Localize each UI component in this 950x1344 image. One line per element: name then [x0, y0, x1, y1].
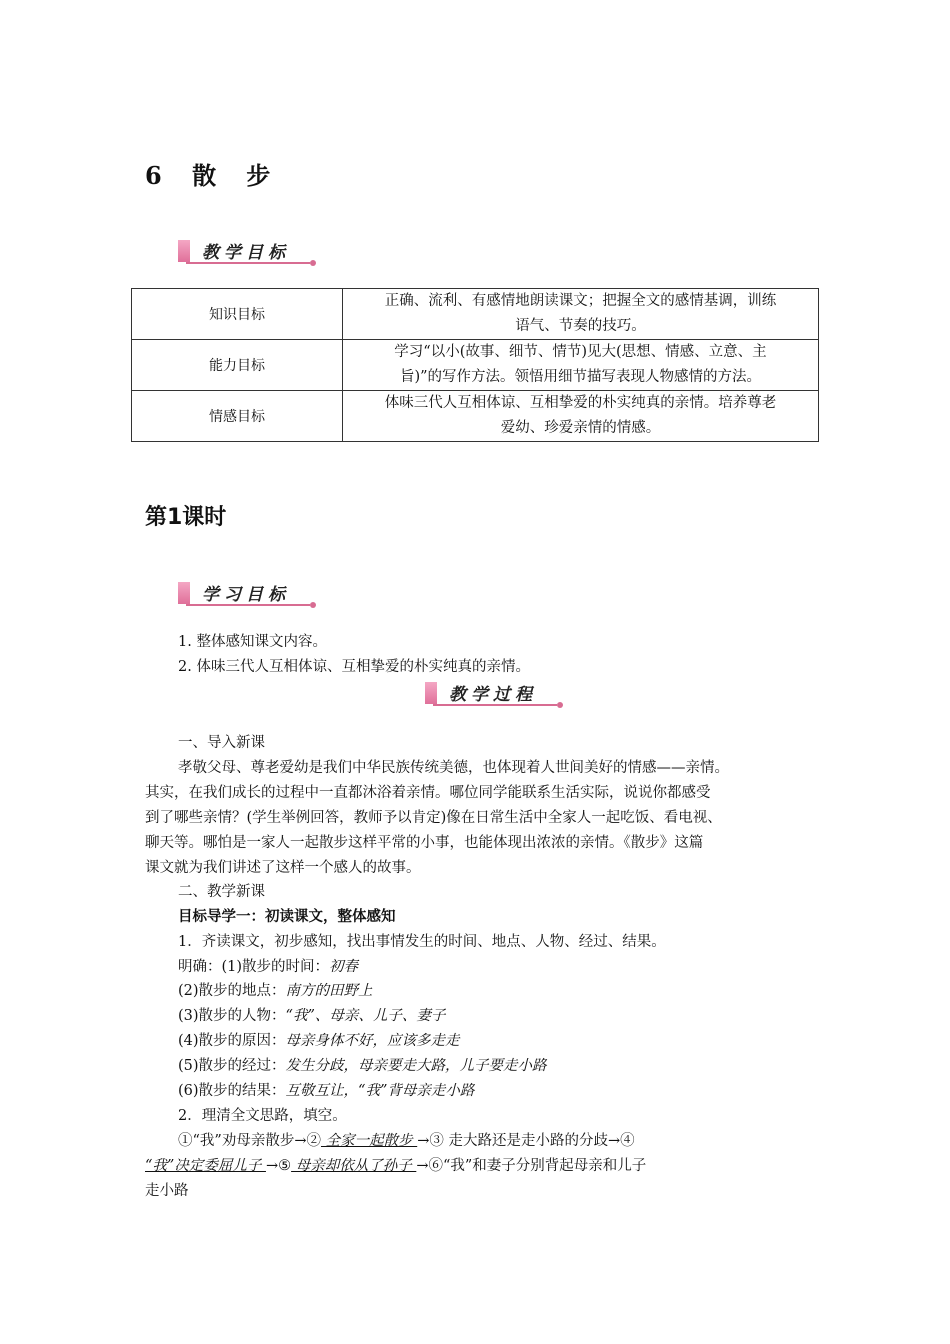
lesson-title	[145, 156, 270, 191]
goal-text: 学习“以小(故事、细节、情节)见大(思想、情感、立意、主 旨)”的写作方法。领悟用细节描写表现人物感情的方法。	[343, 340, 819, 391]
teaching-process-banner	[425, 678, 565, 712]
learning-goal-item: 2. 体味三代人互相体谅、互相挚爱的朴实纯真的亲情。	[178, 659, 530, 675]
paragraph-line: 课文就为我们讲述了这样一个感人的故事。	[145, 860, 421, 876]
flow-line: 走小路	[145, 1183, 189, 1199]
teaching-goals-banner	[178, 236, 318, 270]
goal-heading: 目标导学一：初读课文，整体感知	[178, 909, 396, 925]
answer-line: (4)散步的原因：母亲身体不好，应该多走走	[178, 1033, 460, 1049]
table-row	[132, 289, 819, 340]
banner-label: 教学过程	[449, 685, 537, 705]
goal-text: 正确、流利、有感情地朗读课文；把握全文的感情基调，训练 语气、节奏的技巧。	[343, 289, 819, 340]
goal-label: 能力目标	[132, 340, 343, 391]
answer-value: “我”、母亲、儿子、妻子	[285, 1008, 446, 1024]
fill-blank: 全家一起散步	[320, 1133, 418, 1149]
learning-goals-banner	[178, 578, 318, 612]
answer-line: (6)散步的结果：互敬互让，“我”背母亲走小路	[178, 1083, 475, 1099]
answer-line: (2)散步的地点：南方的田野上	[178, 983, 373, 999]
goal-label: 情感目标	[132, 391, 343, 442]
paragraph-line: 到了哪些亲情？(学生举例回答，教师予以肯定)像在日常生活中全家人一起吃饭、看电视、	[145, 810, 722, 826]
period-title: 第1课时	[145, 505, 227, 530]
flow-line: ①“我”劝母亲散步→② 全家一起散步 →③ 走大路还是走小路的分歧→④	[178, 1133, 635, 1149]
goals-table	[131, 288, 819, 442]
lesson-title-char: 散	[192, 161, 217, 190]
section-heading: 二、教学新课	[178, 884, 265, 900]
table-row	[132, 340, 819, 391]
table-row	[132, 391, 819, 442]
answer-value: 发生分歧，母亲要走大路，儿子要走小路	[285, 1058, 547, 1074]
answer-line: 明确：(1)散步的时间：初春	[178, 959, 359, 975]
answer-value: 互敬互让，“我”背母亲走小路	[285, 1083, 475, 1099]
answer-line: (5)散步的经过：发生分歧，母亲要走大路，儿子要走小路	[178, 1058, 547, 1074]
paragraph-line: 其实，在我们成长的过程中一直都沐浴着亲情。哪位同学能联系生活实际，说说你都感受	[145, 785, 711, 801]
lesson-number: 6	[145, 161, 162, 190]
learning-goal-item: 1. 整体感知课文内容。	[178, 634, 327, 650]
answer-line: (3)散步的人物：“我”、母亲、儿子、妻子	[178, 1008, 446, 1024]
banner-label: 教学目标	[202, 243, 290, 263]
section-heading: 一、导入新课	[178, 735, 265, 751]
banner-label: 学习目标	[202, 585, 290, 605]
answer-value: 母亲身体不好，应该多走走	[285, 1033, 460, 1049]
fill-blank: 母亲却依从了孙子	[291, 1158, 417, 1174]
goal-text: 体味三代人互相体谅、互相挚爱的朴实纯真的亲情。培养尊老 爱幼、珍爱亲情的情感。	[343, 391, 819, 442]
answer-value: 初春	[329, 959, 359, 975]
goal-label: 知识目标	[132, 289, 343, 340]
paragraph-line: 孝敬父母、尊老爱幼是我们中华民族传统美德，也体现着人世间美好的情感——亲情。	[178, 760, 729, 776]
task-line: 1．齐读课文，初步感知，找出事情发生的时间、地点、人物、经过、结果。	[178, 934, 666, 950]
flow-line: “我”决定委屈儿子 →⑤ 母亲却依从了孙子 →⑥“我”和妻子分别背起母亲和儿子	[145, 1158, 647, 1174]
paragraph-line: 聊天等。哪怕是一家人一起散步这样平常的小事，也能体现出浓浓的亲情。《散步》这篇	[145, 835, 704, 851]
lesson-title-char: 步	[246, 161, 271, 190]
answer-value: 南方的田野上	[285, 983, 373, 999]
task-line: 2．理清全文思路，填空。	[178, 1108, 347, 1124]
fill-blank: “我”决定委屈儿子	[145, 1158, 266, 1174]
